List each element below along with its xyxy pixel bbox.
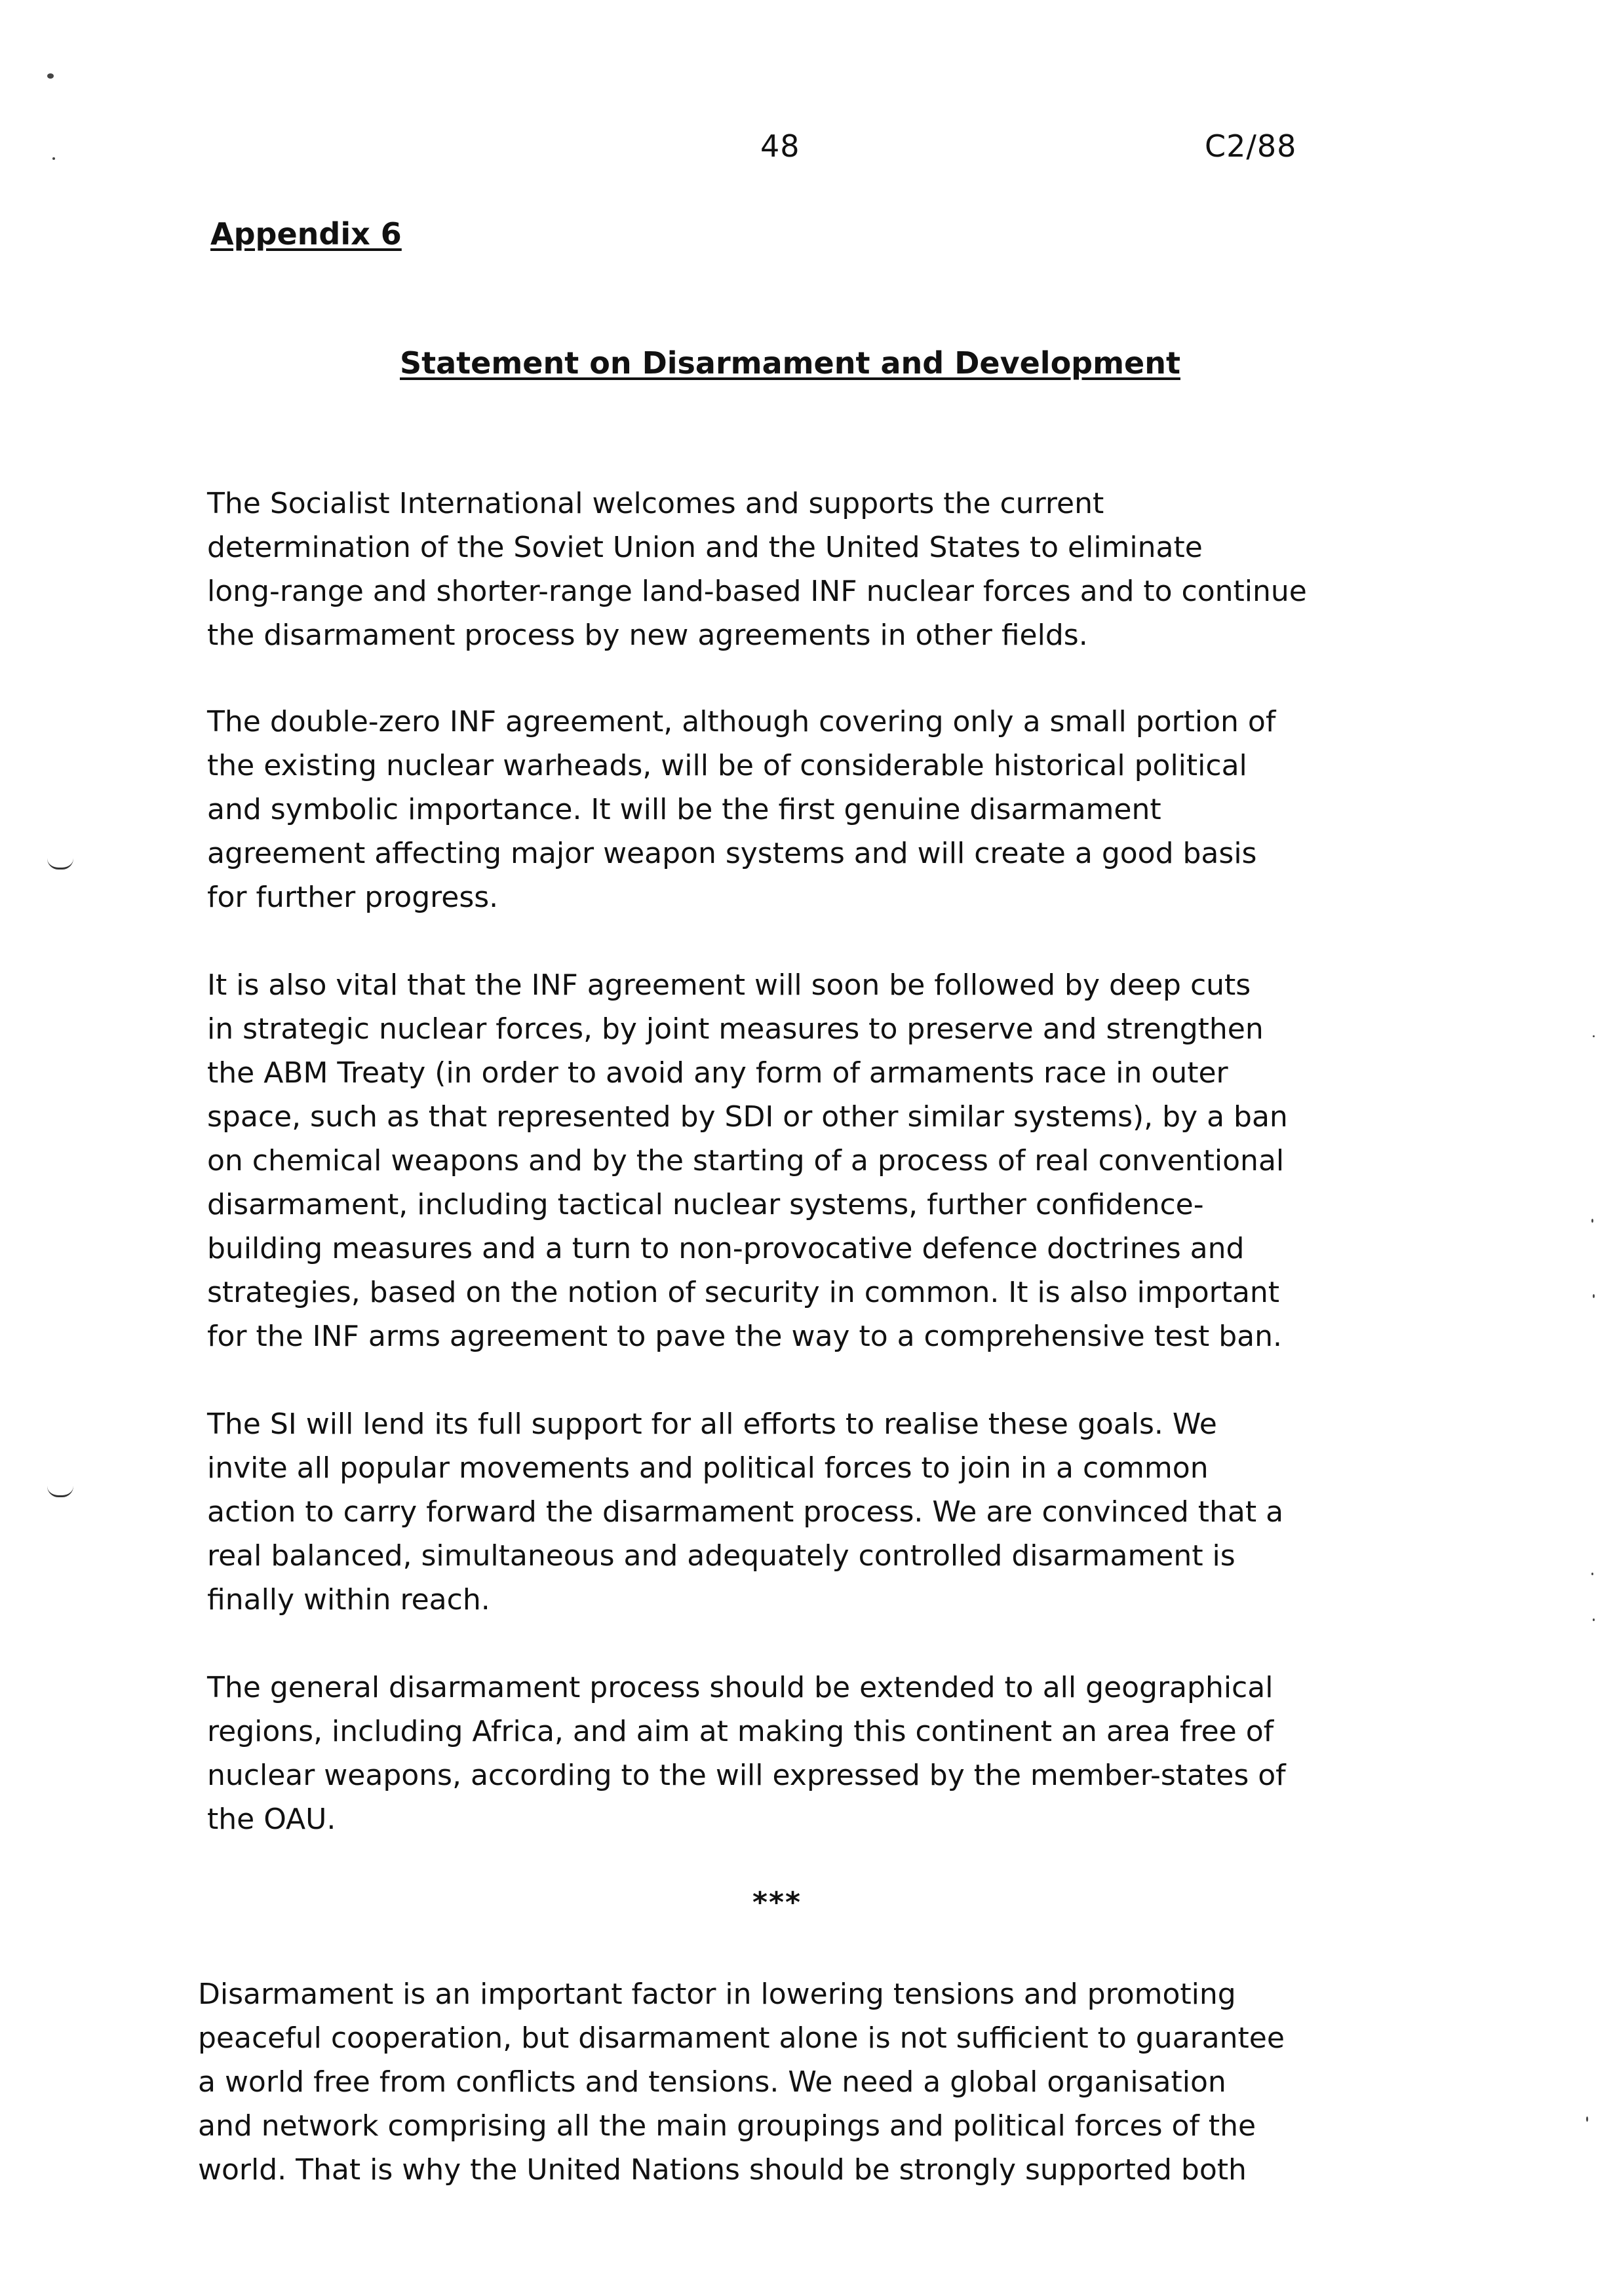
scan-speck xyxy=(1593,1618,1595,1621)
scan-speck xyxy=(1586,2116,1588,2122)
paragraph-1: The Socialist International welcomes and supports the current determination of the Soviet Union and the United States to eliminate long-range and shorter-range land-based INF nuclear forces and to continue the disarmament process by new agreements in other fields. xyxy=(207,487,1307,652)
scan-speck xyxy=(1593,1294,1595,1298)
scan-speck xyxy=(1593,1035,1595,1037)
section-separator: *** xyxy=(752,1886,802,1919)
appendix-label: Appendix 6 xyxy=(210,216,402,252)
paragraph-6: Disarmament is an important factor in lowering tensions and promoting peaceful cooperation, but disarmament alone is not sufficient to guarantee a world free from conflicts and tensions. We need a global organisation and network comprising all the main groupings and political forces of the world. That is why the United Nations should be strongly supported both xyxy=(198,1978,1285,2187)
paragraph-5: The general disarmament process should be extended to all geographical regions, including Africa, and aim at making this continent an area free of nuclear weapons, according to the will expressed by the member-states of the OAU. xyxy=(207,1671,1286,1836)
scan-speck xyxy=(52,157,55,160)
scan-speck xyxy=(1591,1219,1593,1223)
binding-hole-mark xyxy=(47,1486,73,1497)
scan-speck xyxy=(1591,1573,1593,1575)
document-title: Statement on Disarmament and Development xyxy=(400,345,1180,381)
page-number: 48 xyxy=(760,128,800,164)
document-reference: C2/88 xyxy=(1205,128,1297,164)
binding-hole-mark xyxy=(47,858,73,870)
paragraph-4: The SI will lend its full support for all efforts to realise these goals. We invite all popular movements and political forces to join in a common action to carry forward the disarmament process. We are convinced that a real balanced, simultaneous and adequately controlled disarmament is finally within reach. xyxy=(207,1407,1284,1617)
paragraph-3: It is also vital that the INF agreement will soon be followed by deep cuts in strategic nuclear forces, by joint measures to preserve and strengthen the ABM Treaty (in order to avoid any form of armaments race in outer space, such as that represented by SDI or other similar systems), by a ban on chemical weapons and by the starting of a process of real conventional disarmament, including tactical nuclear systems, further confidence- building measures and a turn to non-provocative defence doctrines and strategies, based on the notion of security in common. It is also important for the INF arms agreement to pave the way to a comprehensive test ban. xyxy=(207,968,1288,1353)
paragraph-2: The double-zero INF agreement, although covering only a small portion of the existing nuclear warheads, will be of considerable historical political and symbolic importance. It will be the first genuine disarmament agreement affecting major weapon systems and will create a good basis for further progress. xyxy=(207,705,1276,914)
scan-speck xyxy=(47,73,54,79)
